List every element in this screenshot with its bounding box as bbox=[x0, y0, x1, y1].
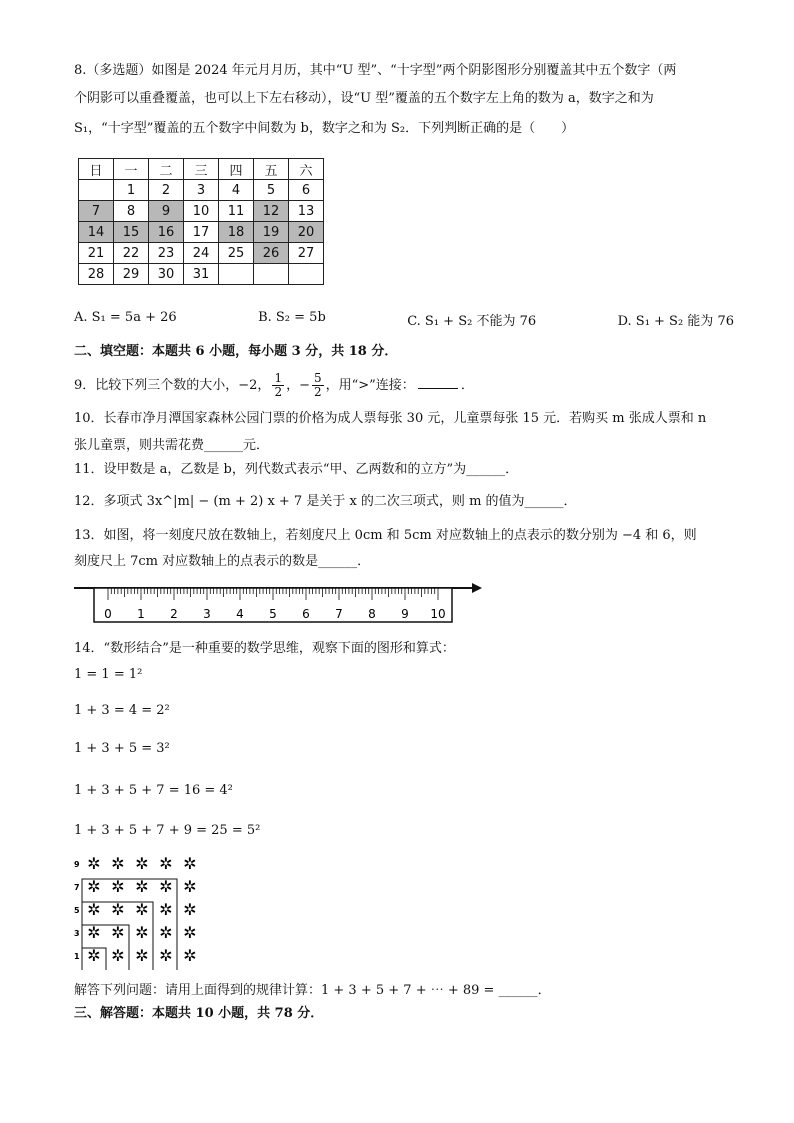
q9-fraction-2 bbox=[312, 372, 324, 399]
star-glyph: ✲ bbox=[111, 854, 125, 873]
q9-f1-num: 1 bbox=[274, 371, 283, 385]
calendar-header-cell: 二 bbox=[149, 159, 184, 180]
star-glyph: ✲ bbox=[111, 900, 125, 919]
calendar-cell: 4 bbox=[219, 180, 254, 201]
calendar-cell: 28 bbox=[79, 264, 114, 285]
star-glyph: ✲ bbox=[183, 923, 197, 942]
star-glyph: ✲ bbox=[135, 923, 149, 942]
q8-line3: S₁，“十字型”覆盖的五个数字中间数为 b，数字之和为 S₂．下列判断正确的是（ ） bbox=[74, 121, 575, 136]
star-glyph: ✲ bbox=[87, 877, 101, 896]
q8-line2: 个阴影可以重叠覆盖，也可以上下左右移动），设“U 型”覆盖的五个数字左上角的数为 a，数字之和为 bbox=[74, 91, 654, 106]
star-glyph: ✲ bbox=[135, 946, 149, 965]
q10-line1: 10．长春市净月潭国家森林公园门票的价格为成人票每张 30 元，儿童票每张 15 元．若购买 m 张成人票和 n bbox=[74, 411, 707, 426]
section3-title: 三、解答题：本题共 10 小题，共 78 分． bbox=[74, 1006, 324, 1021]
calendar-cell: 25 bbox=[219, 243, 254, 264]
q9-suffix: ，用“>”连接： bbox=[325, 378, 415, 393]
calendar-cell: 1 bbox=[114, 180, 149, 201]
calendar-cell: 16 bbox=[149, 222, 184, 243]
star-glyph: ✲ bbox=[111, 946, 125, 965]
star-glyph: ✲ bbox=[87, 923, 101, 942]
q8-line1: 8.（多选题）如图是 2024 年元月月历，其中“U 型”、“十字型”两个阴影图形分别覆盖其中五个数字（两 bbox=[74, 63, 677, 78]
calendar-cell: 11 bbox=[219, 201, 254, 222]
ruler-figure bbox=[74, 578, 494, 628]
star-row-label: 7 bbox=[74, 883, 80, 892]
calendar-cell: 14 bbox=[79, 222, 114, 243]
q14-question: 解答下列问题：请用上面得到的规律计算：1 + 3 + 5 + 7 + ⋯ + 89 = ______． bbox=[74, 983, 551, 998]
calendar-cell: 10 bbox=[184, 201, 219, 222]
calendar-cell: 18 bbox=[219, 222, 254, 243]
star-glyph: ✲ bbox=[183, 854, 197, 873]
calendar-cell: 5 bbox=[254, 180, 289, 201]
calendar-cell: 17 bbox=[184, 222, 219, 243]
star-svg bbox=[74, 853, 214, 971]
q9-f2-den: 2 bbox=[313, 385, 322, 399]
q9-f1-den: 2 bbox=[274, 385, 283, 399]
calendar-cell: 3 bbox=[184, 180, 219, 201]
q13-line2: 刻度尺上 7cm 对应数轴上的点表示的数是______． bbox=[74, 554, 371, 569]
star-glyph: ✲ bbox=[135, 900, 149, 919]
star-glyph: ✲ bbox=[135, 854, 149, 873]
star-glyph: ✲ bbox=[183, 877, 197, 896]
star-row-label: 1 bbox=[74, 952, 80, 961]
calendar-header-cell: 六 bbox=[289, 159, 324, 180]
q14-intro: 14．“数形结合”是一种重要的数学思维，观察下面的图形和算式： bbox=[74, 641, 455, 656]
calendar-cell bbox=[289, 264, 324, 285]
calendar-cell: 7 bbox=[79, 201, 114, 222]
q11: 11．设甲数是 a，乙数是 b，列代数式表示“甲、乙两数和的立方”为______． bbox=[74, 462, 519, 477]
calendar-header-cell: 三 bbox=[184, 159, 219, 180]
calendar-row bbox=[79, 264, 324, 285]
calendar-cell bbox=[79, 180, 114, 201]
star-glyph: ✲ bbox=[87, 854, 101, 873]
ruler-label: 8 bbox=[368, 607, 376, 621]
q9-prefix: 9．比较下列三个数的大小，−2， bbox=[74, 378, 271, 393]
ruler-label: 0 bbox=[104, 607, 112, 621]
star-glyph: ✲ bbox=[159, 854, 173, 873]
calendar-row bbox=[79, 201, 324, 222]
star-row-labels bbox=[74, 860, 80, 961]
star-glyph: ✲ bbox=[87, 946, 101, 965]
star-glyph: ✲ bbox=[135, 877, 149, 896]
calendar-cell bbox=[219, 264, 254, 285]
q9 bbox=[74, 372, 474, 399]
calendar-cell: 23 bbox=[149, 243, 184, 264]
star-glyph: ✲ bbox=[87, 900, 101, 919]
calendar-cell: 8 bbox=[114, 201, 149, 222]
q9-fraction-1 bbox=[272, 372, 284, 399]
star-glyph: ✲ bbox=[159, 877, 173, 896]
calendar-cell: 22 bbox=[114, 243, 149, 264]
q10-line2: 张儿童票，则共需花费______元． bbox=[74, 438, 270, 453]
ruler-label: 5 bbox=[269, 607, 277, 621]
ruler-label: 9 bbox=[401, 607, 409, 621]
calendar-header-cell: 一 bbox=[114, 159, 149, 180]
calendar-header-cell: 五 bbox=[254, 159, 289, 180]
calendar-cell: 27 bbox=[289, 243, 324, 264]
calendar-cell: 24 bbox=[184, 243, 219, 264]
q9-mid: ，− bbox=[286, 378, 310, 393]
calendar-cell: 15 bbox=[114, 222, 149, 243]
ruler-label: 3 bbox=[203, 607, 211, 621]
ruler-label: 6 bbox=[302, 607, 310, 621]
q9-f2-num: 5 bbox=[313, 371, 322, 385]
ruler-label: 4 bbox=[236, 607, 244, 621]
star-glyph: ✲ bbox=[159, 923, 173, 942]
q8-option-a: A. S₁ = 5a + 26 bbox=[74, 310, 177, 325]
calendar-header-cell: 四 bbox=[219, 159, 254, 180]
q14-eq4: 1 + 3 + 5 + 7 = 16 = 4² bbox=[74, 783, 233, 798]
ruler-label: 2 bbox=[170, 607, 178, 621]
calendar-cell: 12 bbox=[254, 201, 289, 222]
calendar-header-cell: 日 bbox=[79, 159, 114, 180]
section2-title: 二、填空题：本题共 6 小题，每小题 3 分，共 18 分． bbox=[74, 344, 398, 359]
q14-eq2: 1 + 3 = 4 = 2² bbox=[74, 703, 170, 718]
ruler-label: 10 bbox=[430, 607, 446, 621]
q14-eq3: 1 + 3 + 5 = 3² bbox=[74, 741, 170, 756]
q14-eq5: 1 + 3 + 5 + 7 + 9 = 25 = 5² bbox=[74, 823, 261, 838]
calendar-row bbox=[79, 243, 324, 264]
q8-option-b: B. S₂ = 5b bbox=[258, 310, 326, 325]
calendar-cell: 6 bbox=[289, 180, 324, 201]
number-axis-arrow bbox=[472, 583, 482, 593]
calendar-row bbox=[79, 180, 324, 201]
calendar-cell: 19 bbox=[254, 222, 289, 243]
q9-end: ． bbox=[460, 378, 474, 393]
q8-option-c: C. S₁ + S₂ 不能为 76 bbox=[407, 314, 537, 329]
star-glyph: ✲ bbox=[111, 923, 125, 942]
star-glyph: ✲ bbox=[183, 946, 197, 965]
calendar-cell: 20 bbox=[289, 222, 324, 243]
calendar-cell: 31 bbox=[184, 264, 219, 285]
ruler-label: 7 bbox=[335, 607, 343, 621]
star-glyph: ✲ bbox=[183, 900, 197, 919]
calendar-cell: 13 bbox=[289, 201, 324, 222]
calendar-cell: 26 bbox=[254, 243, 289, 264]
calendar-cell: 9 bbox=[149, 201, 184, 222]
calendar-cell: 2 bbox=[149, 180, 184, 201]
calendar-header-row bbox=[79, 159, 324, 180]
ruler-label: 1 bbox=[137, 607, 145, 621]
star-figure bbox=[74, 853, 214, 975]
calendar-row bbox=[79, 222, 324, 243]
calendar-table bbox=[78, 158, 324, 285]
star-glyph: ✲ bbox=[159, 900, 173, 919]
q13-line1: 13．如图，将一刻度尺放在数轴上，若刻度尺上 0cm 和 5cm 对应数轴上的点表示的数分别为 −4 和 6，则 bbox=[74, 528, 697, 543]
calendar-cell: 21 bbox=[79, 243, 114, 264]
star-row-label: 9 bbox=[74, 860, 80, 869]
star-row-label: 3 bbox=[74, 929, 80, 938]
q8-options bbox=[74, 310, 734, 329]
q9-answer-blank bbox=[418, 376, 458, 389]
q14-eq1: 1 = 1 = 1² bbox=[74, 667, 143, 682]
calendar-cell: 29 bbox=[114, 264, 149, 285]
calendar-cell: 30 bbox=[149, 264, 184, 285]
q8-option-d: D. S₁ + S₂ 能为 76 bbox=[617, 314, 734, 329]
star-glyph: ✲ bbox=[159, 946, 173, 965]
calendar-cell bbox=[254, 264, 289, 285]
q12: 12．多项式 3x^|m| − (m + 2) x + 7 是关于 x 的二次三项式，则 m 的值为______． bbox=[74, 494, 577, 509]
star-glyph: ✲ bbox=[111, 877, 125, 896]
star-row-label: 5 bbox=[74, 906, 80, 915]
ruler-svg bbox=[74, 578, 494, 624]
